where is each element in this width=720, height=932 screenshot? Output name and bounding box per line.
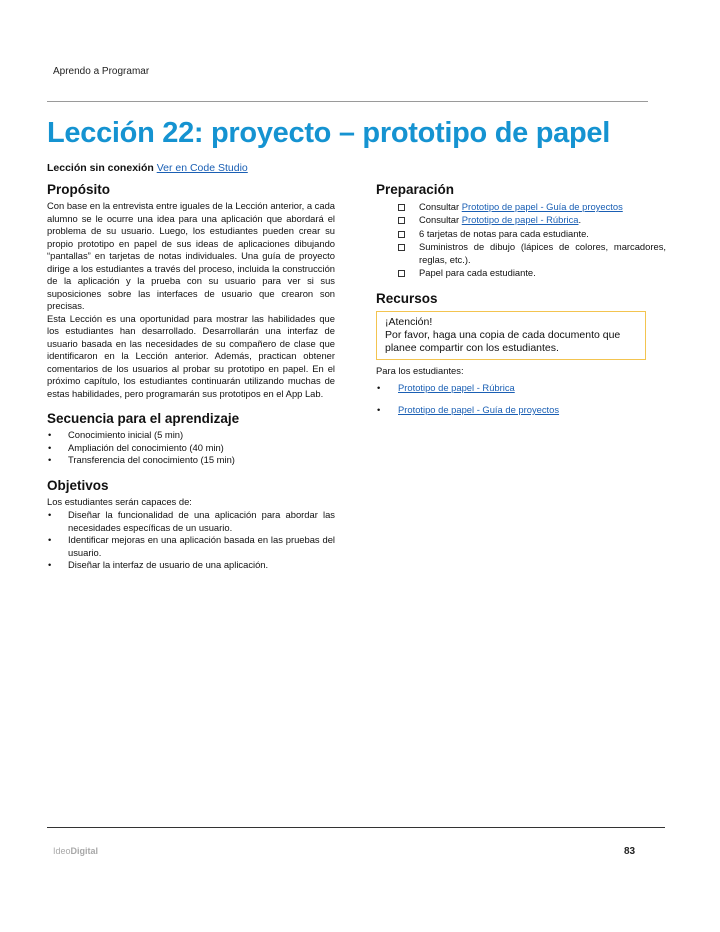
resource-item [376,382,666,393]
sequence-item [47,454,335,467]
sequence-list [47,429,335,467]
objective-item [47,559,335,572]
bullet-icon: • [48,559,52,570]
header-divider [47,101,648,102]
attention-notice [376,311,646,360]
resource-guide-link[interactable]: Prototipo de papel - Guía de proyectos [398,403,560,415]
preparation-item-suffix: . [578,214,582,226]
resource-item [376,404,666,415]
purpose-paragraph-2: Esta Lección es una oportunidad para mostrar las habilidades que los estudiantes han desarrollado. Desarrollarán una interfaz de usuario basada en las necesidades de su compañero de clase que identificaron en la Lección anterior. Además, practican obtener comentarios de los usuarios al probar su prototipo en papel. En el próximo capítulo, los estudiantes continuarán utilizando muchas de estas habilidades, pero programarán sus prototipos en el App Lab. [47,312,335,399]
preparation-item [376,213,666,226]
bullet-icon: • [48,509,52,520]
resources-list [376,382,666,415]
objective-item-text: Diseñar la interfaz de usuario de una aplicación. [68,559,269,570]
for-students-label: Para los estudiantes: [376,364,464,376]
objective-item-text: Diseñar la funcionalidad de una aplicación para abordar las necesidades específicas de un usuario. [68,509,335,533]
preparation-item [376,227,666,240]
page-number: 83 [624,846,636,857]
running-header: Aprendo a Programar [53,66,150,77]
page-title: Lección 22: proyecto – prototipo de papel [47,117,610,149]
sequence-item-text: Conocimiento inicial (5 min) [68,429,184,440]
preparation-item-text: Papel para cada estudiante. [419,267,536,279]
preparation-list [376,200,666,280]
checkbox-icon [398,244,405,251]
preparation-item [376,240,666,267]
preparation-item [376,266,666,279]
checkbox-icon [398,231,405,238]
resources-heading: Recursos [376,290,438,306]
footer-divider [47,827,665,828]
notice-title: ¡Atención! [385,315,433,328]
footer-brand [53,846,98,856]
bullet-icon: • [377,403,381,415]
bullet-icon: • [377,381,381,393]
sequence-item-text: Ampliación del conocimiento (40 min) [68,441,224,453]
preparation-item-text: 6 tarjetas de notas para cada estudiante. [419,227,589,239]
objective-item-text: Identificar mejoras en una aplicación basada en las pruebas del usuario. [68,534,335,558]
purpose-paragraph-1: Con base en la entrevista entre iguales de la Lección anterior, a cada alumno se le ocurre una idea para una aplicación que abordará el problema de su usuario. Luego, los estudiantes pueden crear su propio prototipo en papel de sus ideas de aplicaciones dibujando “pantallas” en tarjetas de notas individuales. Una guía de proyecto dirige a los estudiantes a través del proceso, incluida la construcción de la aplicación y la prueba con su usuario para ver si sus suposiciones sobre las interfaces de usuario que crearon son precisas. [47,200,335,311]
bullet-icon: • [48,534,52,545]
offline-line [47,162,248,174]
preparation-item-text: Consultar [419,201,462,212]
checkbox-icon [398,204,405,211]
objective-item [47,509,335,534]
checkbox-icon [398,270,405,277]
brand-bold: Digital [70,846,99,856]
notice-body: Por favor, haga una copia de cada documento que planee compartir con los estudiantes. [385,328,621,354]
sequence-heading: Secuencia para el aprendizaje [47,411,240,426]
checkbox-icon [398,217,405,224]
objectives-heading: Objetivos [47,477,109,493]
purpose-heading: Propósito [47,182,110,197]
objectives-intro: Los estudiantes serán capaces de: [47,495,192,507]
bullet-icon: • [48,441,52,453]
code-studio-link[interactable]: Ver en Code Studio [156,162,248,174]
right-column [376,182,666,426]
resource-rubric-link[interactable]: Prototipo de papel - Rúbrica [398,381,515,393]
rubric-link[interactable]: Prototipo de papel - Rúbrica [461,214,579,226]
objectives-list [47,509,335,572]
bullet-icon: • [48,454,52,465]
preparation-heading: Preparación [376,182,455,197]
objective-item [47,534,335,559]
offline-label: Lección sin conexión [47,162,154,174]
sequence-item [47,442,335,455]
brand-light: Ideo [53,846,71,856]
preparation-item-text: Suministros de dibujo (lápices de colores, marcadores, reglas, etc.). [419,240,666,266]
preparation-item [376,200,666,213]
sequence-item [47,429,335,442]
bullet-icon: • [48,429,52,440]
preparation-item-text: Consultar [419,214,462,226]
guide-link[interactable]: Prototipo de papel - Guía de proyectos [461,201,623,212]
sequence-item-text: Transferencia del conocimiento (15 min) [68,454,235,465]
left-column [47,182,335,572]
